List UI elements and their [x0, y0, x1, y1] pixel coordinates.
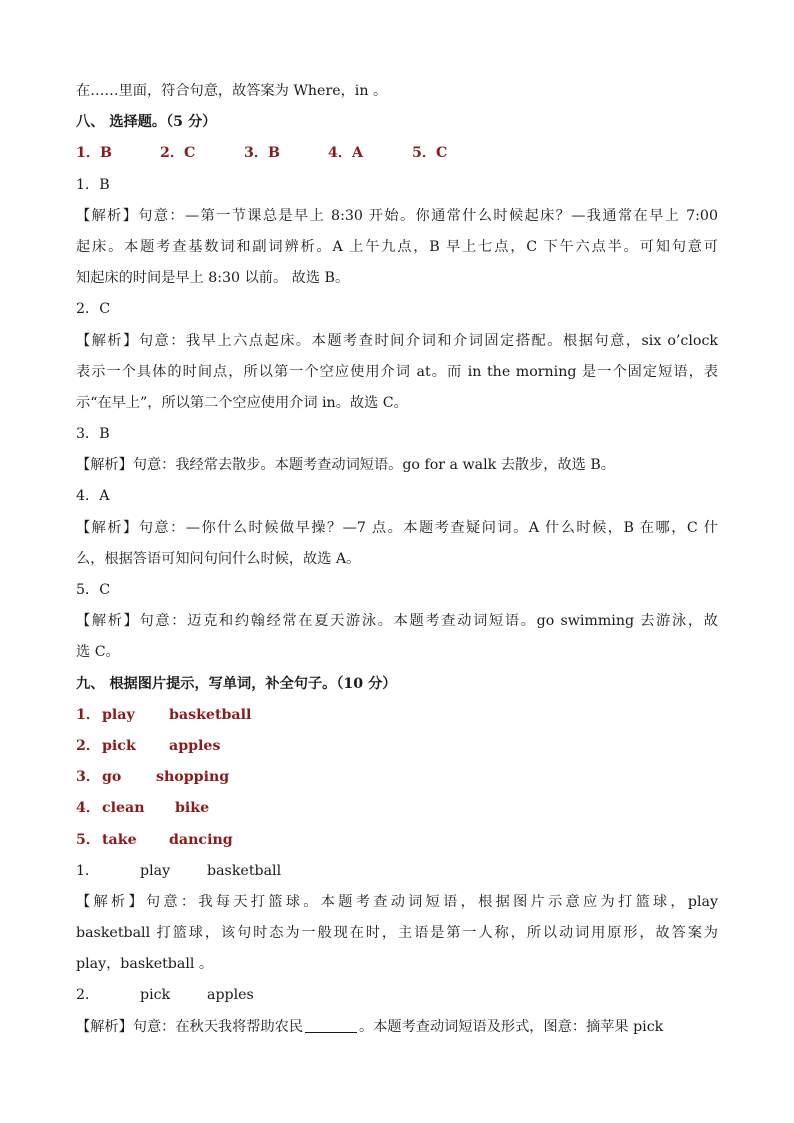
- item-number: 3．B: [76, 426, 110, 443]
- item-number-row: 1． play basketball: [76, 862, 282, 879]
- section-9-answer-key: 1． play basketball: [76, 706, 252, 723]
- answer-key: 5．C: [412, 145, 448, 162]
- answer-key: 3．B: [244, 145, 281, 162]
- section-9-answer-key: 2． pick apples: [76, 737, 221, 754]
- item-number: 2．C: [76, 301, 111, 318]
- section-8-heading: 八、 选择题。（5 分）: [76, 114, 217, 131]
- explanation-line: basketball 打篮球，该句时态为一般现在时，主语是第一人称，所以动词用原形，故答案为: [76, 925, 718, 942]
- section-8-answer-keys: [76, 138, 718, 169]
- explanation-line: play，basketball 。: [76, 956, 214, 973]
- explanation-line: 【解析】句意：迈克和约翰经常在夏天游泳。本题考查动词短语。go swimming 去游泳，故: [76, 613, 718, 630]
- section-9-answer-key: 4． clean bike: [76, 800, 210, 817]
- explanation-line: 【解析】句意：在秋天我将帮助农民 。本题考查动词短语及形式，图意：摘苹果 pick: [76, 1018, 664, 1035]
- document-page: [76, 76, 718, 1043]
- item-number-row: 2． pick apples: [76, 987, 254, 1004]
- item-number: 4．A: [76, 488, 110, 505]
- explanation-line: 【解析】句意：—你什么时候做早操？—7 点。本题考查疑问词。A 什么时候，B 在哪，C 什: [76, 519, 718, 536]
- answer-key: 1．B: [76, 145, 113, 162]
- explanation-line: 选 C。: [76, 644, 120, 661]
- explanation-line: 表示一个具体的时间点，所以第一个空应使用介词 at。而 in the morning 是一个固定短语，表: [76, 363, 718, 380]
- answer-key: 4．A: [328, 145, 364, 162]
- section-9-answer-key: 5． take dancing: [76, 831, 233, 848]
- answer-blank: [305, 1018, 357, 1033]
- explanation-line: 起床。本题考查基数词和副词辨析。A 上午九点，B 早上七点，C 下午六点半。可知句意可: [76, 238, 718, 255]
- answer-key: 2．C: [160, 145, 196, 162]
- explanation-line: 【解析】句意：—第一节课总是早上 8:30 开始。你通常什么时候起床？—我通常在早上 7:00: [76, 207, 718, 224]
- section-9-heading: 九、 根据图片提示，写单词，补全句子。（10 分）: [76, 675, 397, 692]
- section-9-answer-key: 3． go shopping: [76, 769, 230, 786]
- explanation-line: 知起床的时间是早上 8:30 以前。 故选 B。: [76, 270, 350, 287]
- explanation-line: 【解析】句意：我早上六点起床。本题考查时间介词和介词固定搭配。根据句意，six o’clock: [76, 332, 718, 349]
- item-number: 1．B: [76, 176, 110, 193]
- explanation-line: 【解析】句意：我每天打篮球。本题考查动词短语，根据图片示意应为打篮球，play: [76, 893, 718, 910]
- explanation-line: 【解析】句意：我经常去散步。本题考查动词短语。go for a walk 去散步，故选 B。: [76, 457, 615, 474]
- item-number: 5．C: [76, 582, 111, 598]
- explanation-line: 么，根据答语可知问句问什么时候，故选 A。: [76, 550, 361, 567]
- explanation-line: 示“在早上”，所以第二个空应使用介词 in。故选 C。: [76, 394, 408, 411]
- intro-line: 在……里面，符合句意，故答案为 Where，in 。: [76, 83, 388, 99]
